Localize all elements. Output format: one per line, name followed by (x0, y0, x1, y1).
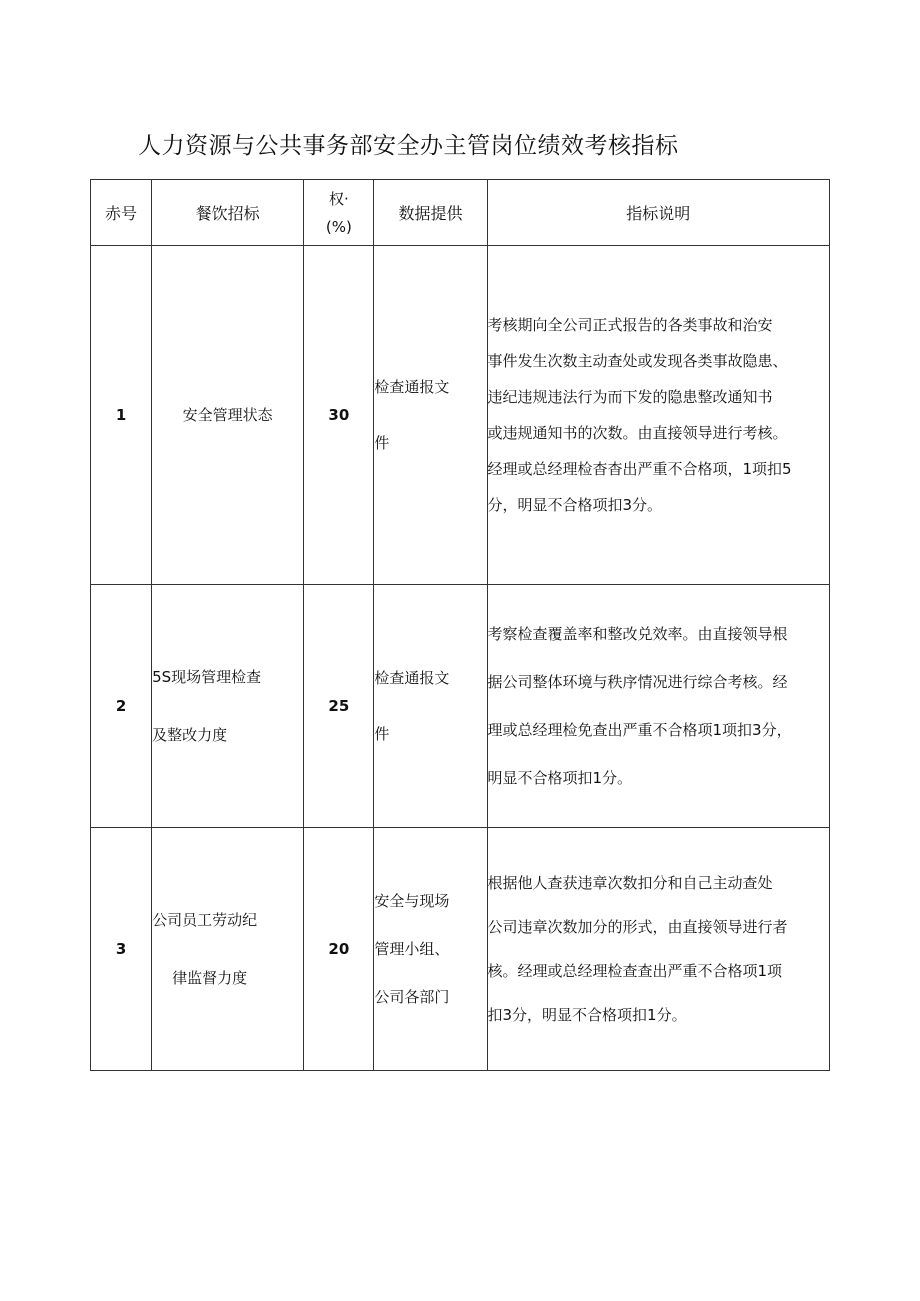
header-no: 赤号 (91, 180, 152, 246)
header-source: 数据提供 (374, 180, 487, 246)
row-source (374, 246, 487, 585)
indicator-line: 公司员工劳动纪 (152, 911, 258, 929)
description-line: 明显不合格项扣1分。 (487, 769, 633, 787)
row-no: 3 (91, 828, 152, 1071)
source-line: 件 (374, 434, 390, 452)
description-line: 经理或总经理检杳杳出严重不合格项，1项扣5 (487, 460, 792, 478)
header-indicator: 餐饮招标 (152, 180, 304, 246)
source-line: 检查通报文 (374, 669, 450, 687)
row-weight: 25 (304, 585, 374, 828)
document-title: 人力资源与公共事务部安全办主管岗位绩效考核指标 (138, 133, 679, 159)
description-line: 理或总经理检免查出严重不合格项1项扣3分， (487, 721, 792, 739)
row-indicator (152, 585, 304, 828)
row-indicator (152, 246, 304, 585)
indicator-line: 安全管理状态 (182, 406, 273, 424)
row-weight: 30 (304, 246, 374, 585)
description-line: 考核期向全公司正式报告的各类事故和治安 (487, 316, 773, 334)
description-line: 违纪违规违法行为而下发的隐患整改通知书 (487, 388, 773, 406)
row-source (374, 585, 487, 828)
description-line: 公司违章次数加分的形式，由直接领导进行者 (487, 918, 788, 936)
source-line: 检查通报文 (374, 378, 450, 396)
row-no: 1 (91, 246, 152, 585)
row-indicator (152, 828, 304, 1071)
source-line: 件 (374, 725, 390, 743)
kpi-table (90, 179, 830, 1071)
row-source (374, 828, 487, 1071)
row-no: 2 (91, 585, 152, 828)
table-row (91, 585, 830, 828)
row-weight: 20 (304, 828, 374, 1071)
table-header-row (91, 180, 830, 246)
table-row (91, 246, 830, 585)
description-line: 根据他人查获违章次数扣分和自己主动查处 (487, 874, 773, 892)
row-description (487, 585, 829, 828)
row-description (487, 828, 829, 1071)
header-weight-line2: (%) (325, 217, 352, 236)
source-line: 安全与现场 (374, 892, 450, 910)
indicator-line: 及整改力度 (152, 726, 228, 744)
header-weight (304, 180, 374, 246)
description-line: 事件发生次数主动查处或发现各类事故隐患、 (487, 352, 788, 370)
description-line: 扣3分，明显不合格项扣1分。 (487, 1006, 687, 1024)
source-line: 公司各部门 (374, 988, 450, 1006)
header-description: 指标说明 (487, 180, 829, 246)
description-line: 核。经理或总经理检查查出严重不合格项1项 (487, 962, 783, 980)
description-line: 或违规通知书的次数。由直接领导进行考核。 (487, 424, 788, 442)
source-line: 管理小组、 (374, 940, 450, 958)
indicator-line: 律监督力度 (172, 969, 248, 987)
description-line: 分，明显不合格项扣3分。 (487, 496, 663, 514)
indicator-line: 5S现场管理检查 (152, 668, 262, 686)
row-description (487, 246, 829, 585)
table-row (91, 828, 830, 1071)
description-line: 考察检查覆盖率和整改兑效率。由直接领导根 (487, 625, 788, 643)
description-line: 据公司整体环境与秩序情况进行综合考核。经 (487, 673, 788, 691)
header-weight-line1: 权· (328, 189, 349, 208)
